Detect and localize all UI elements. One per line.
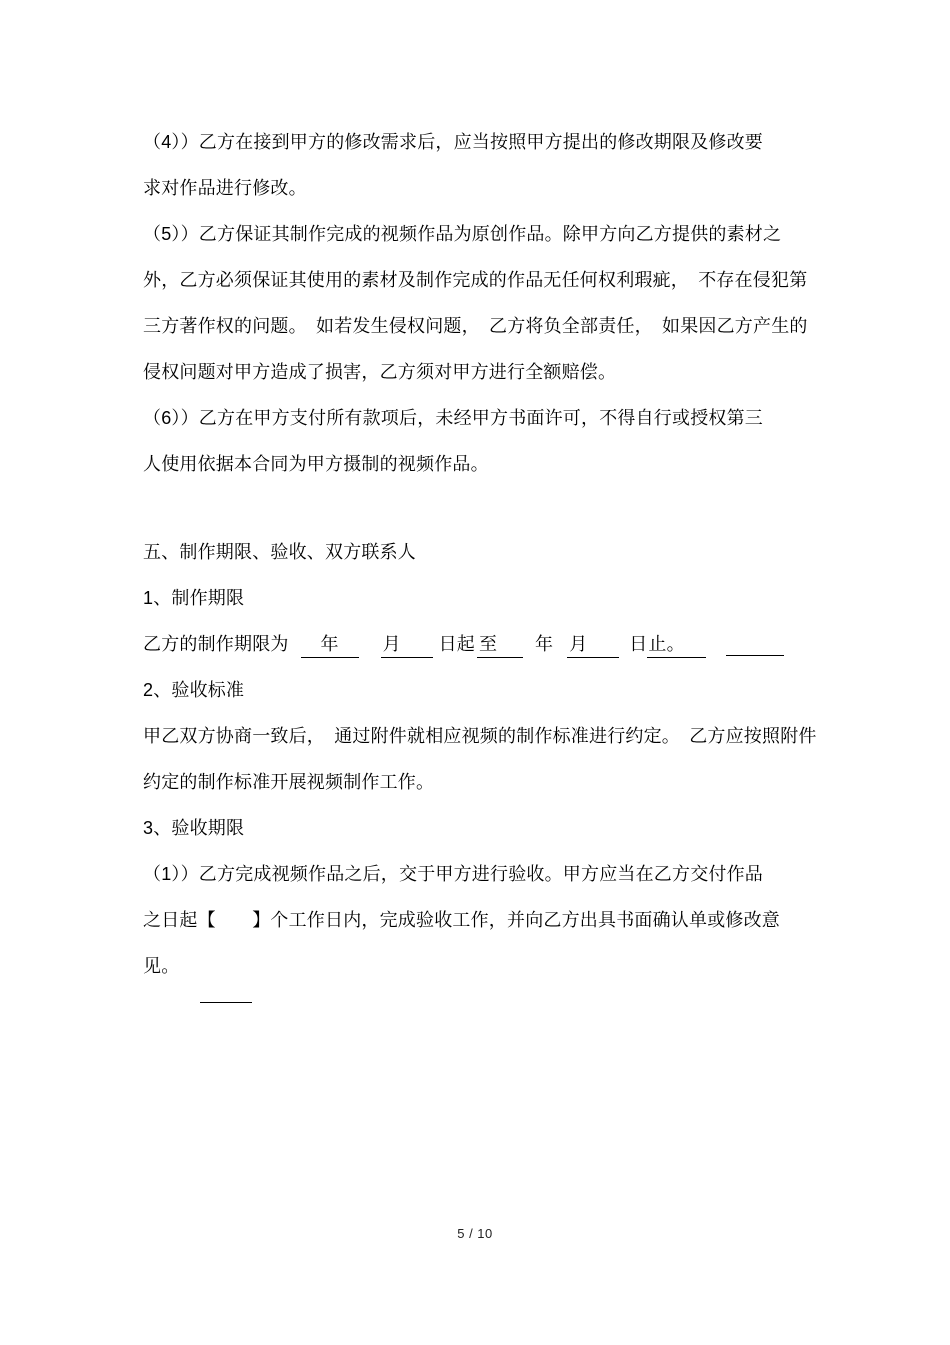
clause-5-line-4: 侵权问题对甲方造成了损害，乙方须对甲方进行全额赔偿。 bbox=[143, 362, 617, 382]
day-from-label: 日起 bbox=[438, 634, 476, 654]
year-from-blank: 年 bbox=[301, 631, 359, 658]
month-to-blank: 月 bbox=[567, 631, 619, 658]
clause-5-line-2: 外，乙方必须保证其使用的素材及制作完成的作品无任何权利瑕疵， 不存在侵犯第 bbox=[143, 270, 808, 290]
section-5-heading: 五、制作期限、验收、双方联系人 bbox=[143, 542, 416, 562]
clause-5-line-3: 三方著作权的问题。 如若发生侵权问题， 乙方将负全部责任， 如果因乙方产生的 bbox=[143, 316, 808, 336]
item-2-title: 2、验收标准 bbox=[143, 680, 245, 700]
clause-6-line-1: （6））乙方在甲方支付所有款项后，未经甲方书面许可，不得自行或授权第三 bbox=[143, 408, 764, 428]
month-from-blank: 月 bbox=[381, 631, 433, 658]
item-1-title: 1、制作期限 bbox=[143, 588, 245, 608]
year-to-label: 年 bbox=[535, 634, 554, 654]
clause-6-line-2: 人使用依据本合同为甲方摄制的视频作品。 bbox=[143, 454, 489, 474]
item-3-title: 3、验收期限 bbox=[143, 818, 245, 838]
document-page bbox=[143, 119, 823, 989]
clause-4-line-2: 求对作品进行修改。 bbox=[143, 178, 307, 198]
item-3-body-line-3: 见。 bbox=[143, 956, 180, 976]
clause-4-line-1: （4））乙方在接到甲方的修改需求后，应当按照甲方提出的修改期限及修改要 bbox=[143, 132, 764, 152]
to-blank: 至 bbox=[477, 631, 523, 658]
page-number: 5 / 10 bbox=[457, 1226, 493, 1241]
fill-in-blank-underline bbox=[200, 1002, 252, 1003]
item-2-body-line-2: 约定的制作标准开展视频制作工作。 bbox=[143, 772, 435, 792]
end-blank: 止。 bbox=[647, 631, 706, 658]
production-period-line bbox=[143, 621, 823, 667]
item-3-body-line-2: 之日起【 】个工作日内，完成验收工作，并向乙方出具书面确认单或修改意 bbox=[143, 910, 780, 930]
day-to-label: 日 bbox=[629, 634, 648, 654]
extra-blank-underline bbox=[726, 635, 784, 656]
date-line-prefix: 乙方的制作期限为 bbox=[143, 634, 289, 654]
item-3-body-line-1: （1））乙方完成视频作品之后，交于甲方进行验收。甲方应当在乙方交付作品 bbox=[143, 864, 764, 884]
item-2-body-line-1: 甲乙双方协商一致后， 通过附件就相应视频的制作标准进行约定。 乙方应按照附件 bbox=[143, 726, 817, 746]
clause-5-line-1: （5））乙方保证其制作完成的视频作品为原创作品。除甲方向乙方提供的素材之 bbox=[143, 224, 782, 244]
blank-line bbox=[143, 487, 823, 529]
